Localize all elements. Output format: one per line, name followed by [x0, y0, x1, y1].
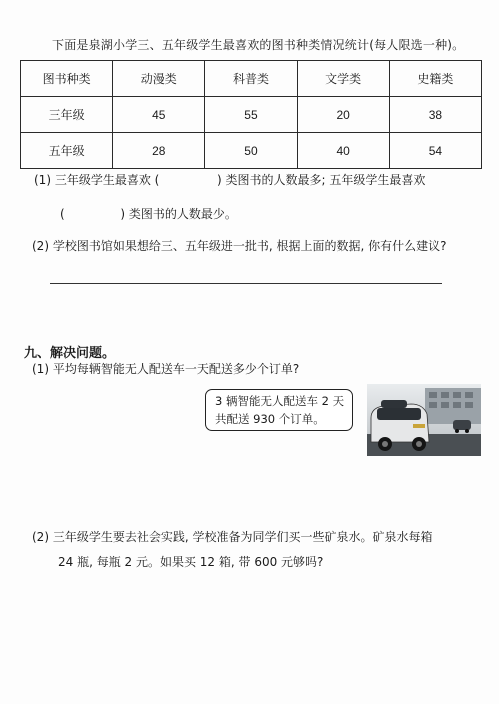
delivery-vehicle-image [367, 384, 481, 456]
header-cell: 图书种类 [21, 61, 113, 97]
question-1-suffix: ) 类图书的人数最多; 五年级学生最喜欢 [216, 173, 426, 187]
problem-2-line-2: 24 瓶, 每瓶 2 元。如果买 12 箱, 带 600 元够吗? [58, 555, 324, 569]
table-row [21, 97, 482, 133]
table-cell: 40 [297, 133, 389, 169]
table-row [21, 133, 482, 169]
question-1-line2-suffix: ) 类图书的人数最少。 [120, 207, 237, 221]
table-cell: 38 [389, 97, 481, 133]
delivery-vehicle-photo [367, 384, 481, 456]
header-cell: 科普类 [205, 61, 297, 97]
table-cell: 28 [113, 133, 205, 169]
table-cell: 50 [205, 133, 297, 169]
question-1-line-2 [60, 205, 237, 222]
row-label: 三年级 [21, 97, 113, 133]
header-cell: 史籍类 [389, 61, 481, 97]
answer-line[interactable] [50, 283, 442, 284]
table-cell: 45 [113, 97, 205, 133]
question-1-line-1 [34, 171, 425, 188]
book-preference-table [20, 60, 482, 169]
header-cell: 动漫类 [113, 61, 205, 97]
row-label: 五年级 [21, 133, 113, 169]
section-title: 九、解决问题。 [24, 346, 116, 361]
question-1-line2-prefix: ( [60, 207, 65, 221]
question-1-prefix: (1) 三年级学生最喜欢 ( [34, 173, 160, 187]
bubble-line-2: 共配送 930 个订单。 [215, 412, 325, 426]
problem-2-line-1: (2) 三年级学生要去社会实践, 学校准备为同学们买一些矿泉水。矿泉水每箱 [32, 530, 433, 544]
table-intro-text: 下面是泉湖小学三、五年级学生最喜欢的图书种类情况统计(每人限选一种)。 [52, 38, 465, 52]
bubble-line-1: 3 辆智能无人配送车 2 天 [215, 394, 345, 408]
header-cell: 文学类 [297, 61, 389, 97]
table-cell: 55 [205, 97, 297, 133]
table-cell: 54 [389, 133, 481, 169]
table-cell: 20 [297, 97, 389, 133]
speech-bubble [205, 389, 353, 431]
question-2-text: (2) 学校图书馆如果想给三、五年级进一批书, 根据上面的数据, 你有什么建议? [32, 239, 447, 253]
table-header-row [21, 61, 482, 97]
problem-1-text: (1) 平均每辆智能无人配送车一天配送多少个订单? [32, 362, 300, 376]
